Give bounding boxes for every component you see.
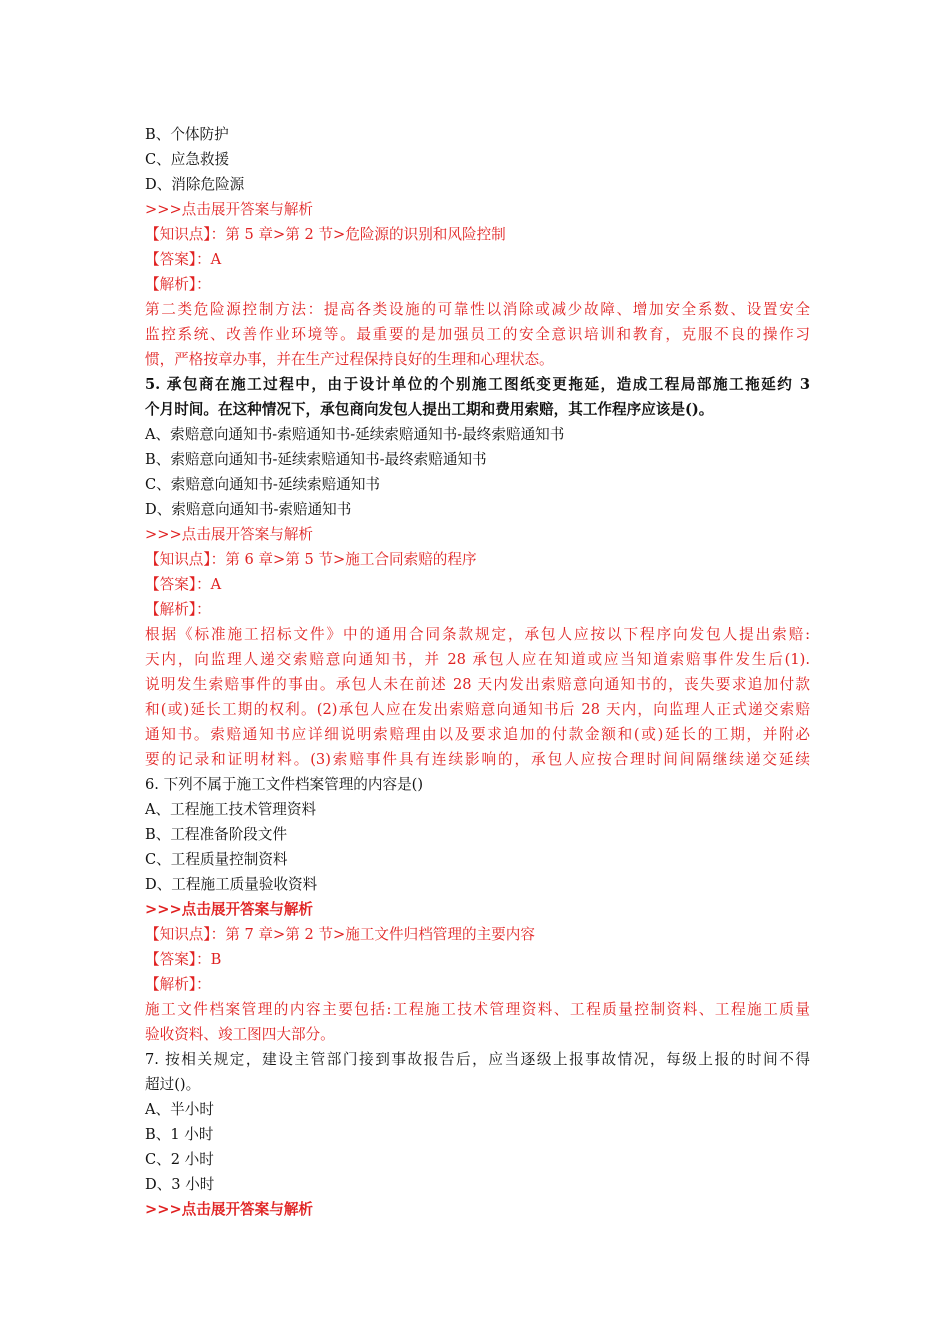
analysis-line: 根据《标准施工招标文件》中的通用合同条款规定，承包人应按以下程序向发包人提出索赔:: [145, 626, 810, 643]
answer: 【答案】：A: [145, 576, 222, 593]
analysis-line: 和(或)延长工期的权利。(2)承包人应在发出索赔意向通知书后 28 天内，向监理人正式递交索赔: [145, 701, 810, 718]
question-stem: 6. 下列不属于施工文件档案管理的内容是(): [145, 776, 424, 793]
question-stem: 个月时间。在这种情况下，承包商向发包人提出工期和费用索赔，其工作程序应该是()。: [145, 401, 714, 418]
expand-answer-link[interactable]: >>>点击展开答案与解析: [145, 1201, 314, 1218]
option-b: B、工程准备阶段文件: [145, 826, 288, 843]
analysis-line: 惯，严格按章办事，并在生产过程保持良好的生理和心理状态。: [145, 351, 554, 368]
knowledge-point: 【知识点】：第 6 章>第 5 节>施工合同索赔的程序: [145, 551, 477, 568]
knowledge-point: 【知识点】：第 5 章>第 2 节>危险源的识别和风险控制: [145, 226, 506, 243]
analysis-line: 天内，向监理人递交索赔意向通知书，并 28 承包人应在知道或应当知道索赔事件发生后(1).: [145, 651, 810, 668]
analysis-label: 【解析】：: [145, 976, 211, 993]
option-c: C、应急救援: [145, 151, 230, 168]
expand-answer-link[interactable]: >>>点击展开答案与解析: [145, 526, 314, 543]
expand-answer-link[interactable]: >>>点击展开答案与解析: [145, 201, 314, 218]
option-c: C、索赔意向通知书-延续索赔通知书: [145, 476, 381, 493]
option-c: C、2 小时: [145, 1151, 214, 1168]
expand-answer-link[interactable]: >>>点击展开答案与解析: [145, 901, 314, 918]
option-a: A、半小时: [145, 1101, 214, 1118]
option-d: D、消除危险源: [145, 176, 245, 193]
option-d: D、工程施工质量验收资料: [145, 876, 318, 893]
answer: 【答案】：B: [145, 951, 222, 968]
answer: 【答案】：A: [145, 251, 222, 268]
question-stem: 超过()。: [145, 1076, 201, 1093]
option-a: A、索赔意向通知书-索赔通知书-延续索赔通知书-最终索赔通知书: [145, 426, 565, 443]
analysis-line: 第二类危险源控制方法：提高各类设施的可靠性以消除或减少故障、增加安全系数、设置安全: [145, 301, 810, 318]
option-c: C、工程质量控制资料: [145, 851, 288, 868]
question-stem: 5. 承包商在施工过程中，由于设计单位的个别施工图纸变更拖延，造成工程局部施工拖延约 3: [145, 376, 810, 393]
analysis-label: 【解析】：: [145, 601, 211, 618]
question-5: [145, 372, 810, 772]
analysis-line: 要的记录和证明材料。(3)索赔事件具有连续影响的，承包人应按合理时间间隔继续递交延续: [145, 751, 810, 768]
analysis-line: 说明发生索赔事件的事由。承包人未在前述 28 天内发出索赔意向通知书的，丧失要求追加付款: [145, 676, 810, 693]
question-7: [145, 1047, 810, 1222]
question-6: [145, 772, 810, 1047]
analysis-line: 通知书。索赔通知书应详细说明索赔理由以及要求追加的付款金额和(或)延长的工期，并附必: [145, 726, 810, 743]
knowledge-point: 【知识点】：第 7 章>第 2 节>施工文件归档管理的主要内容: [145, 926, 535, 943]
option-b: B、索赔意向通知书-延续索赔通知书-最终索赔通知书: [145, 451, 487, 468]
question-4: [145, 122, 810, 372]
analysis-line: 施工文件档案管理的内容主要包括:工程施工技术管理资料、工程质量控制资料、工程施工质量: [145, 1001, 810, 1018]
question-stem: 7. 按相关规定，建设主管部门接到事故报告后，应当逐级上报事故情况，每级上报的时间不得: [145, 1051, 810, 1068]
option-a: A、工程施工技术管理资料: [145, 801, 317, 818]
analysis-line: 监控系统、改善作业环境等。最重要的是加强员工的安全意识培训和教育，克服不良的操作习: [145, 326, 810, 343]
option-d: D、3 小时: [145, 1176, 215, 1193]
analysis-line: 验收资料、竣工图四大部分。: [145, 1026, 335, 1043]
option-b: B、个体防护: [145, 126, 229, 143]
analysis-label: 【解析】：: [145, 276, 211, 293]
document-content: [145, 122, 810, 1222]
option-d: D、索赔意向通知书-索赔通知书: [145, 501, 352, 518]
option-b: B、1 小时: [145, 1126, 214, 1143]
